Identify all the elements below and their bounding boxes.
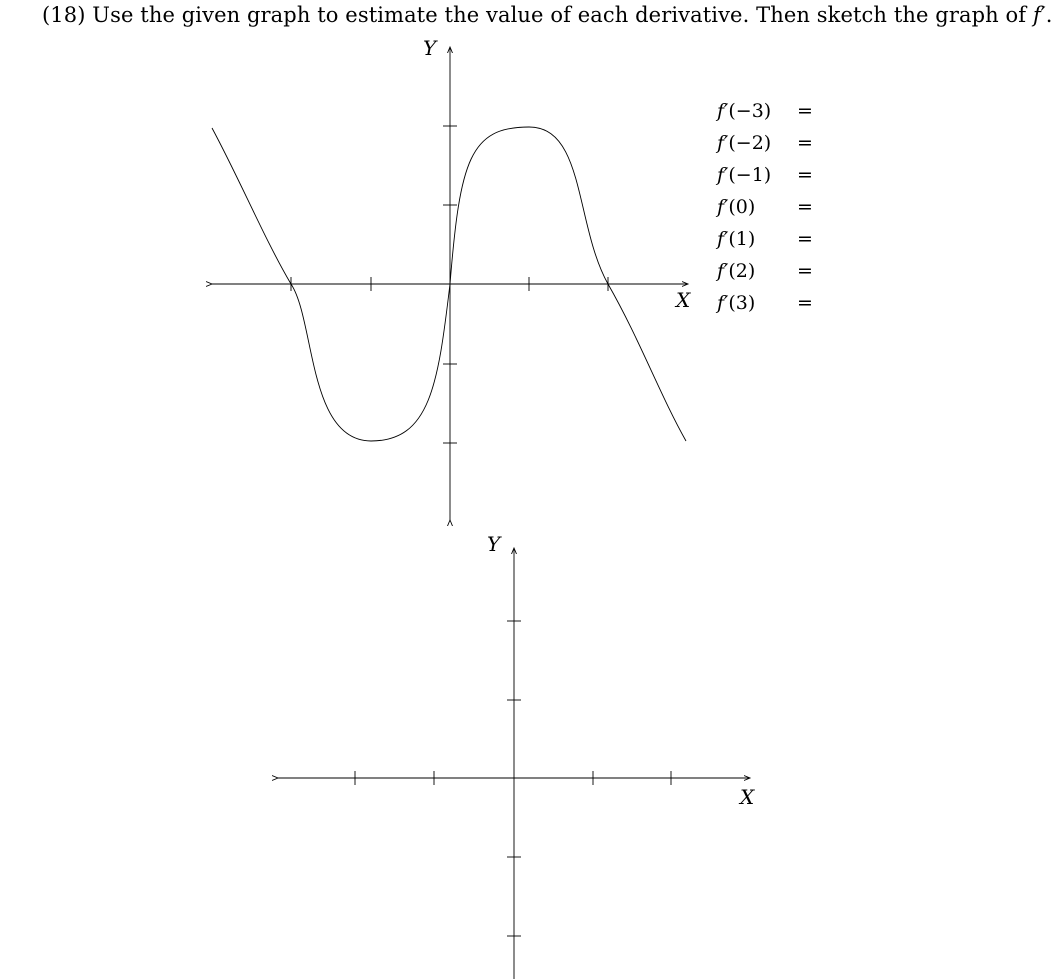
derivative-func: f′	[717, 292, 729, 314]
derivative-arg: (−1)	[728, 164, 772, 186]
problem-symbol: f′	[1032, 3, 1046, 27]
derivative-row	[717, 97, 837, 129]
bottom-y-axis-label: Y	[487, 532, 501, 556]
top-x-axis-label: X	[676, 288, 691, 312]
top-y-axis-label: Y	[423, 36, 437, 60]
derivative-list	[717, 97, 837, 321]
problem-number: (18)	[42, 3, 86, 27]
derivative-row	[717, 289, 837, 321]
derivative-row	[717, 257, 837, 289]
derivative-row	[717, 129, 837, 161]
equals-sign: =	[797, 132, 813, 154]
derivative-row	[717, 225, 837, 257]
derivative-func: f′	[717, 260, 729, 282]
derivative-func: f′	[717, 132, 729, 154]
bottom-y-axis	[507, 548, 521, 979]
derivative-arg: (3)	[728, 292, 756, 314]
derivative-arg: (−3)	[728, 100, 772, 122]
derivative-row	[717, 161, 837, 193]
derivative-arg: (−2)	[728, 132, 772, 154]
problem-end: .	[1045, 3, 1052, 27]
derivative-row	[717, 193, 837, 225]
equals-sign: =	[797, 292, 813, 314]
derivative-arg: (0)	[728, 196, 756, 218]
derivative-arg: (2)	[728, 260, 756, 282]
equals-sign: =	[797, 196, 813, 218]
derivative-func: f′	[717, 196, 729, 218]
problem-text: Use the given graph to estimate the value of each derivative. Then sketch the graph of	[92, 3, 1027, 27]
derivative-func: f′	[717, 100, 729, 122]
equals-sign: =	[797, 100, 813, 122]
equals-sign: =	[797, 164, 813, 186]
derivative-func: f′	[717, 164, 729, 186]
equals-sign: =	[797, 228, 813, 250]
derivative-arg: (1)	[728, 228, 756, 250]
bottom-x-axis-label: X	[740, 785, 755, 809]
equals-sign: =	[797, 260, 813, 282]
derivative-func: f′	[717, 228, 729, 250]
